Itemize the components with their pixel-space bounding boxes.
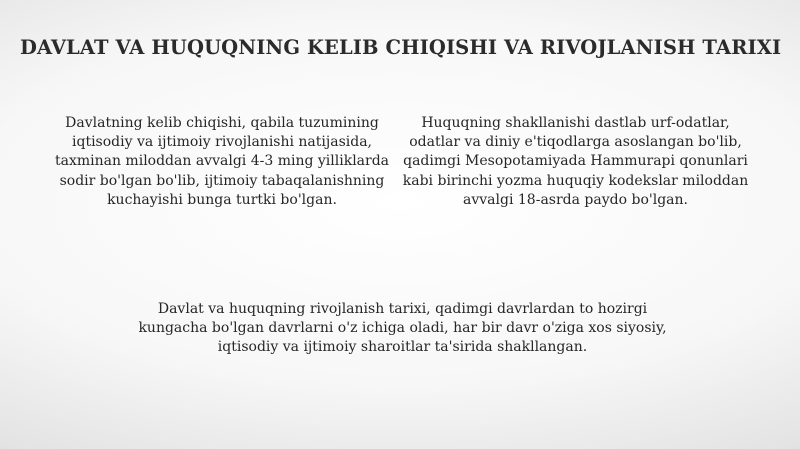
paragraph-state-origin: Davlatning kelib chiqishi, qabila tuzumining iqtisodiy va ijtimoiy rivojlanishi natijasida, taxminan miloddan avvalgi 4-3 ming yilliklarda sodir bo'lgan bo'lib, ijtimoiy tabaqalanishning kuchayishi bunga turtki bo'lgan. [54,115,390,208]
slide-title: DAVLAT VA HUQUQNING KELIB CHIQISHI VA RIVOJLANISH TARIXI [20,36,782,59]
paragraph-law-formation: Huquqning shakllanishi dastlab urf-odatlar, odatlar va diniy e'tiqodlarga asoslangan bo'lib, qadimgi Mesopotamiyada Hammurapi qonunlari kabi birinchi yozma huquqiy kodekslar miloddan avvalgi 18-asrda paydo bo'lgan. [402,115,749,208]
paragraph-development-history: Davlat va huquqning rivojlanish tarixi, qadimgi davrlardan to hozirgi kungacha bo'lgan davrlarni o'z ichiga oladi, har bir davr o'ziga xos siyosiy, iqtisodiy va ijtimoiy sharoitlar ta'sirida shakllangan. [138,301,667,356]
